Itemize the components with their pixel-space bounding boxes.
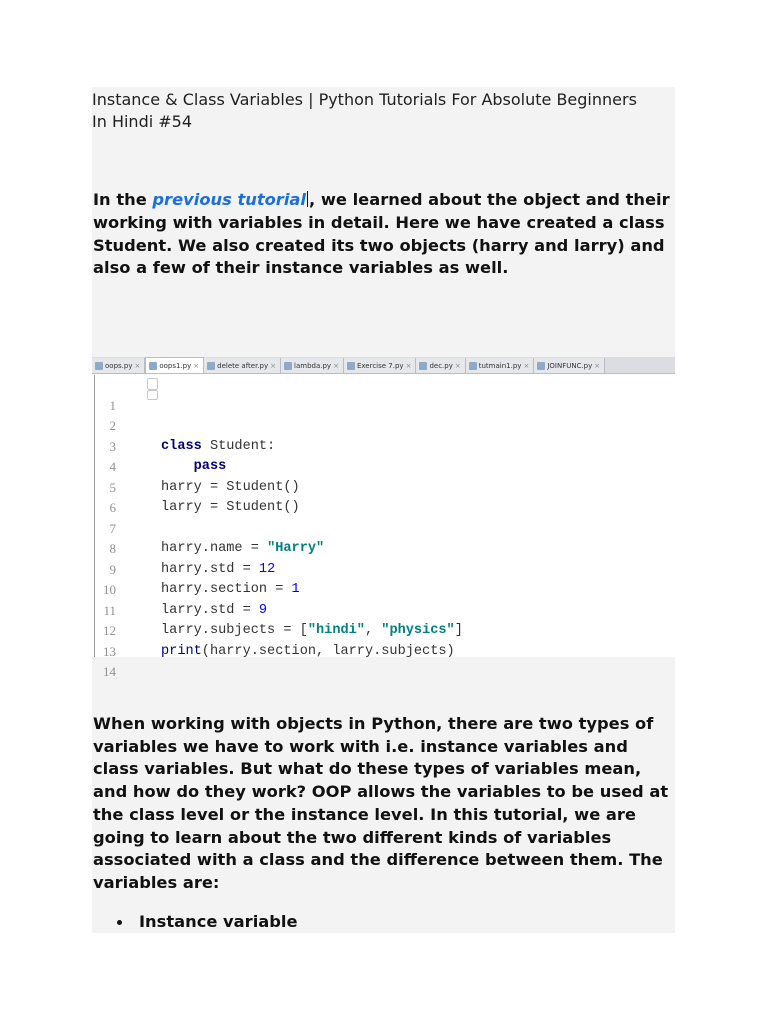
list-item (114, 911, 298, 933)
number-literal: 1 (291, 582, 300, 597)
keyword-class: class (161, 438, 202, 454)
close-icon[interactable]: × (454, 361, 461, 370)
code-text: larry = Student() (161, 500, 300, 515)
tab-label: tutmain1.py (478, 361, 522, 370)
python-file-icon (537, 362, 545, 370)
line-number: 2 (109, 418, 116, 433)
code-line-1 (92, 375, 675, 454)
line-number: 12 (103, 623, 116, 638)
editor-tab[interactable] (92, 358, 145, 373)
code-text: , (364, 623, 382, 638)
string-literal: "hindi" (307, 623, 365, 638)
python-file-icon (284, 362, 292, 370)
close-icon[interactable]: × (270, 361, 277, 370)
body-paragraph: When working with objects in Python, there are two types of variables we have to work with i.e. instance variables and class variables. But what do these types of variables mean, and how do they work? OOP allows the variables to be used at the class level or the instance level. In this tutorial, we are going to learn about the two different kinds of variables associated with a class and the difference between them. The variables are: (93, 714, 669, 892)
tab-label: Exercise 7.py (356, 361, 404, 370)
intro-text-after-link: , we learned about the object and their working with variables in detail. Here we have created a class Student. We also created its two objects (harry and larry) and also a few of their instance variables as well. (93, 190, 670, 278)
editor-tab[interactable] (344, 358, 417, 373)
editor-tab[interactable] (204, 358, 281, 373)
keyword-pass: pass (193, 459, 227, 474)
code-editor-screenshot (92, 357, 675, 679)
variable-types-list (114, 911, 298, 933)
document-page (92, 87, 675, 933)
close-icon[interactable]: × (333, 361, 339, 370)
string-literal: "Harry" (267, 541, 325, 556)
class-name: Student: (201, 438, 276, 454)
previous-tutorial-link[interactable]: previous tutorial (152, 190, 306, 209)
code-text: harry.name = (161, 541, 268, 556)
code-line-7 (92, 498, 675, 556)
builtin-print: print (161, 643, 202, 659)
close-icon[interactable]: × (405, 361, 412, 370)
line-number: 8 (109, 541, 116, 556)
line-number: 3 (109, 438, 116, 454)
code-text: (harry.section, larry.subjects) (201, 643, 455, 659)
fold-end-icon (147, 390, 158, 400)
line-number: 4 (109, 459, 116, 474)
python-file-icon (469, 362, 477, 370)
editor-tab[interactable] (534, 358, 605, 373)
tab-label: JOINFUNC.py (547, 361, 593, 370)
text-cursor (307, 191, 308, 207)
line-number: 5 (109, 479, 116, 495)
tab-label: oops.py (105, 361, 133, 370)
line-number: 9 (109, 561, 116, 577)
line-number: 1 (109, 397, 116, 413)
code-line-14 (92, 642, 675, 679)
tab-label: oops1.py (159, 361, 192, 370)
tab-label: lambda.py (294, 361, 332, 370)
python-file-icon (347, 362, 355, 370)
line-number: 6 (109, 500, 116, 515)
line-number: 10 (103, 582, 116, 597)
intro-paragraph (93, 189, 673, 280)
python-file-icon (149, 362, 157, 370)
number-literal: 9 (258, 602, 268, 618)
editor-tab[interactable] (281, 358, 344, 373)
bullet-icon (117, 920, 122, 925)
line-number: 14 (103, 664, 116, 679)
close-icon[interactable]: × (134, 361, 141, 370)
code-text: harry = Student() (161, 479, 300, 495)
code-editor (92, 375, 675, 679)
string-literal: "physics" (381, 623, 455, 638)
code-text: harry.std = (161, 561, 259, 577)
tab-label: dec.py (429, 361, 453, 370)
editor-tab-bar (92, 357, 675, 374)
intro-text-before-link: In the (93, 190, 153, 209)
document-title: Instance & Class Variables | Python Tutorials For Absolute Beginners In Hindi #54 (92, 90, 637, 131)
python-file-icon (419, 362, 427, 370)
code-text: larry.subjects = [ (161, 623, 308, 638)
code-text: ] (454, 623, 463, 638)
line-number: 7 (109, 520, 116, 536)
list-item-label: Instance variable (139, 912, 298, 931)
code-text: harry.section = (161, 582, 292, 597)
fold-marker-icon (147, 378, 158, 390)
python-file-icon (95, 362, 103, 370)
editor-tab[interactable] (145, 357, 204, 373)
number-literal: 12 (258, 561, 276, 577)
line-number: 11 (103, 602, 116, 618)
editor-tab[interactable] (466, 358, 535, 373)
python-file-icon (207, 362, 215, 370)
tab-label: delete after.py (217, 361, 269, 370)
editor-tab[interactable] (416, 358, 465, 373)
close-icon[interactable]: × (193, 361, 200, 370)
close-icon[interactable]: × (523, 361, 530, 370)
line-number: 13 (103, 643, 116, 659)
close-icon[interactable]: × (594, 361, 601, 370)
code-text: larry.std = (161, 602, 259, 618)
